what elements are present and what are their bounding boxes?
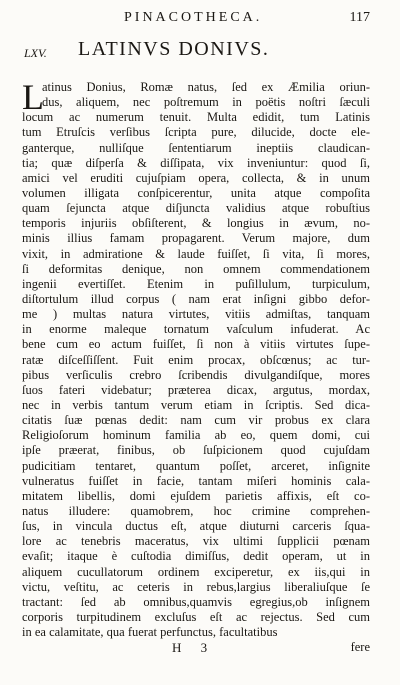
- signature-mark: H 3: [172, 640, 216, 655]
- body-text: [22, 77, 370, 640]
- text-line: ganterque, nulliſque ſententiarum ineptiis claudican-: [22, 140, 370, 155]
- text-line: tractant: ſed ab omnibus,quamvis egregius,ob inſignem: [22, 594, 370, 609]
- text-line: atinus Donius, Romæ natus, ſed ex Æmilia oriun-: [42, 80, 370, 94]
- text-line: natus illudere: quamobrem, hoc crimine comprehen-: [22, 503, 370, 518]
- entry-title: LATINVS DONIVS.: [78, 38, 270, 60]
- text-line: bene cum eo actum fuiſſet, ſi non à vitiis virtutes ſupe-: [22, 337, 370, 352]
- text-line: pibus verſiculis crebro ſcribendis divulgandiſque, mores: [22, 367, 370, 382]
- text-line: amici vel eruditi cujuſpiam opera, collecta, & in unum: [22, 170, 370, 185]
- catchword: fere: [350, 640, 370, 654]
- text-line: tia; quæ diſperſa & diſſipata, vix inveniuntur: quod ſi,: [22, 155, 370, 170]
- text-line: evaſit; itaque è cuſtodia dimiſſus, dedit operam, ut in: [22, 549, 370, 564]
- page-number: 117: [349, 10, 370, 25]
- text-line: pudicitiam tentaret, quantum poſſet, arceret, inſignite: [22, 458, 370, 473]
- text-line: citatis ſuæ pœnas dedit: nam cum vir probus ex clara: [22, 413, 370, 428]
- text-line: ipſe præerat, finibus, ob ſuſpicionem quod cujuſdam: [22, 443, 370, 458]
- text-line: vulneratus fuiſſet in facie, tantam miſeri hominis cala-: [22, 473, 370, 488]
- running-title: PINACOTHECA.: [124, 10, 263, 25]
- text-line: vixit, in admiratione & laude fuiſſet, ſi vita, ſi mores,: [22, 246, 370, 261]
- entry-heading: [24, 38, 370, 66]
- text-line: minis illius famam propagarent. Verum majore, dum: [22, 231, 370, 246]
- text-line: Religioſorum hominum familia ab eo, quem domi, cui: [22, 428, 370, 443]
- text-line: ſus, in vincula ductus eſt, atque diuturni carceris ſqua-: [22, 519, 370, 534]
- text-line: ingenii evertiſſet. Etenim in puſillulum, turpiculum,: [22, 276, 370, 291]
- text-line: in enorme maleque tornatum vaſculum infuderat. Ac: [22, 322, 370, 337]
- text-line: volumen illigata conſpicerentur, unita atque compoſita: [22, 185, 370, 200]
- text-line: victu, veſtitu, ac ceteris in rebus,largius liberaliuſque ſe: [22, 579, 370, 594]
- text-line: corporis turpitudinem excluſus eſt ac rejectus. Sed cum: [22, 609, 370, 624]
- text-line: ſuos fateri videbatur; præterea dicax, argutus, mordax,: [22, 382, 370, 397]
- running-head: [24, 10, 370, 32]
- entry-number: LXV.: [24, 46, 47, 60]
- text-line: lore ac tenebris maceratus, vix ultimi ſupplicii pœnam: [22, 534, 370, 549]
- text-line: mitatem libellis, domi ejuſdem parietis affixis, eſt co-: [22, 488, 370, 503]
- text-line: in ea calamitate, qua fuerat perfunctus, facultatibus: [22, 625, 278, 640]
- text-line: aliquem cucullatorum ordinem exciperetur, ex iis,qui in: [22, 564, 370, 579]
- text-line: ſi deformitas denique, non omnem commendationem: [22, 261, 370, 276]
- text-line: ratæ diſceſſiſſent. Fuit enim procax, obſcœnus; ac tur-: [22, 352, 370, 367]
- text-line: diſtortulum illud corpus ( nam erat inſigni gibbo defor-: [22, 291, 370, 306]
- text-line: locum ac numerum tenuit. Multa edidit, tum Latinis: [22, 110, 370, 125]
- text-line: tum Etruſcis verſibus ſcripta pure, dilucide, docte ele-: [22, 125, 370, 140]
- text-line: nec in verbis tantum verum etiam in ſcriptis. Sed dica-: [22, 397, 370, 412]
- text-line: quam ſejuncta atque diſjuncta validius atque robuſtius: [22, 201, 370, 216]
- text-line: dus, aliquem, nec poſtremum in poëtis noſtri ſæculi: [42, 95, 370, 110]
- text-line: me ) multas natura virtutes, vitiis admiſtas, tanquam: [22, 307, 370, 322]
- text-line: temporis injuriis obſiſterent, & longius in ævum, no-: [22, 216, 370, 231]
- page-footer: [22, 640, 370, 658]
- drop-cap: L: [22, 77, 44, 117]
